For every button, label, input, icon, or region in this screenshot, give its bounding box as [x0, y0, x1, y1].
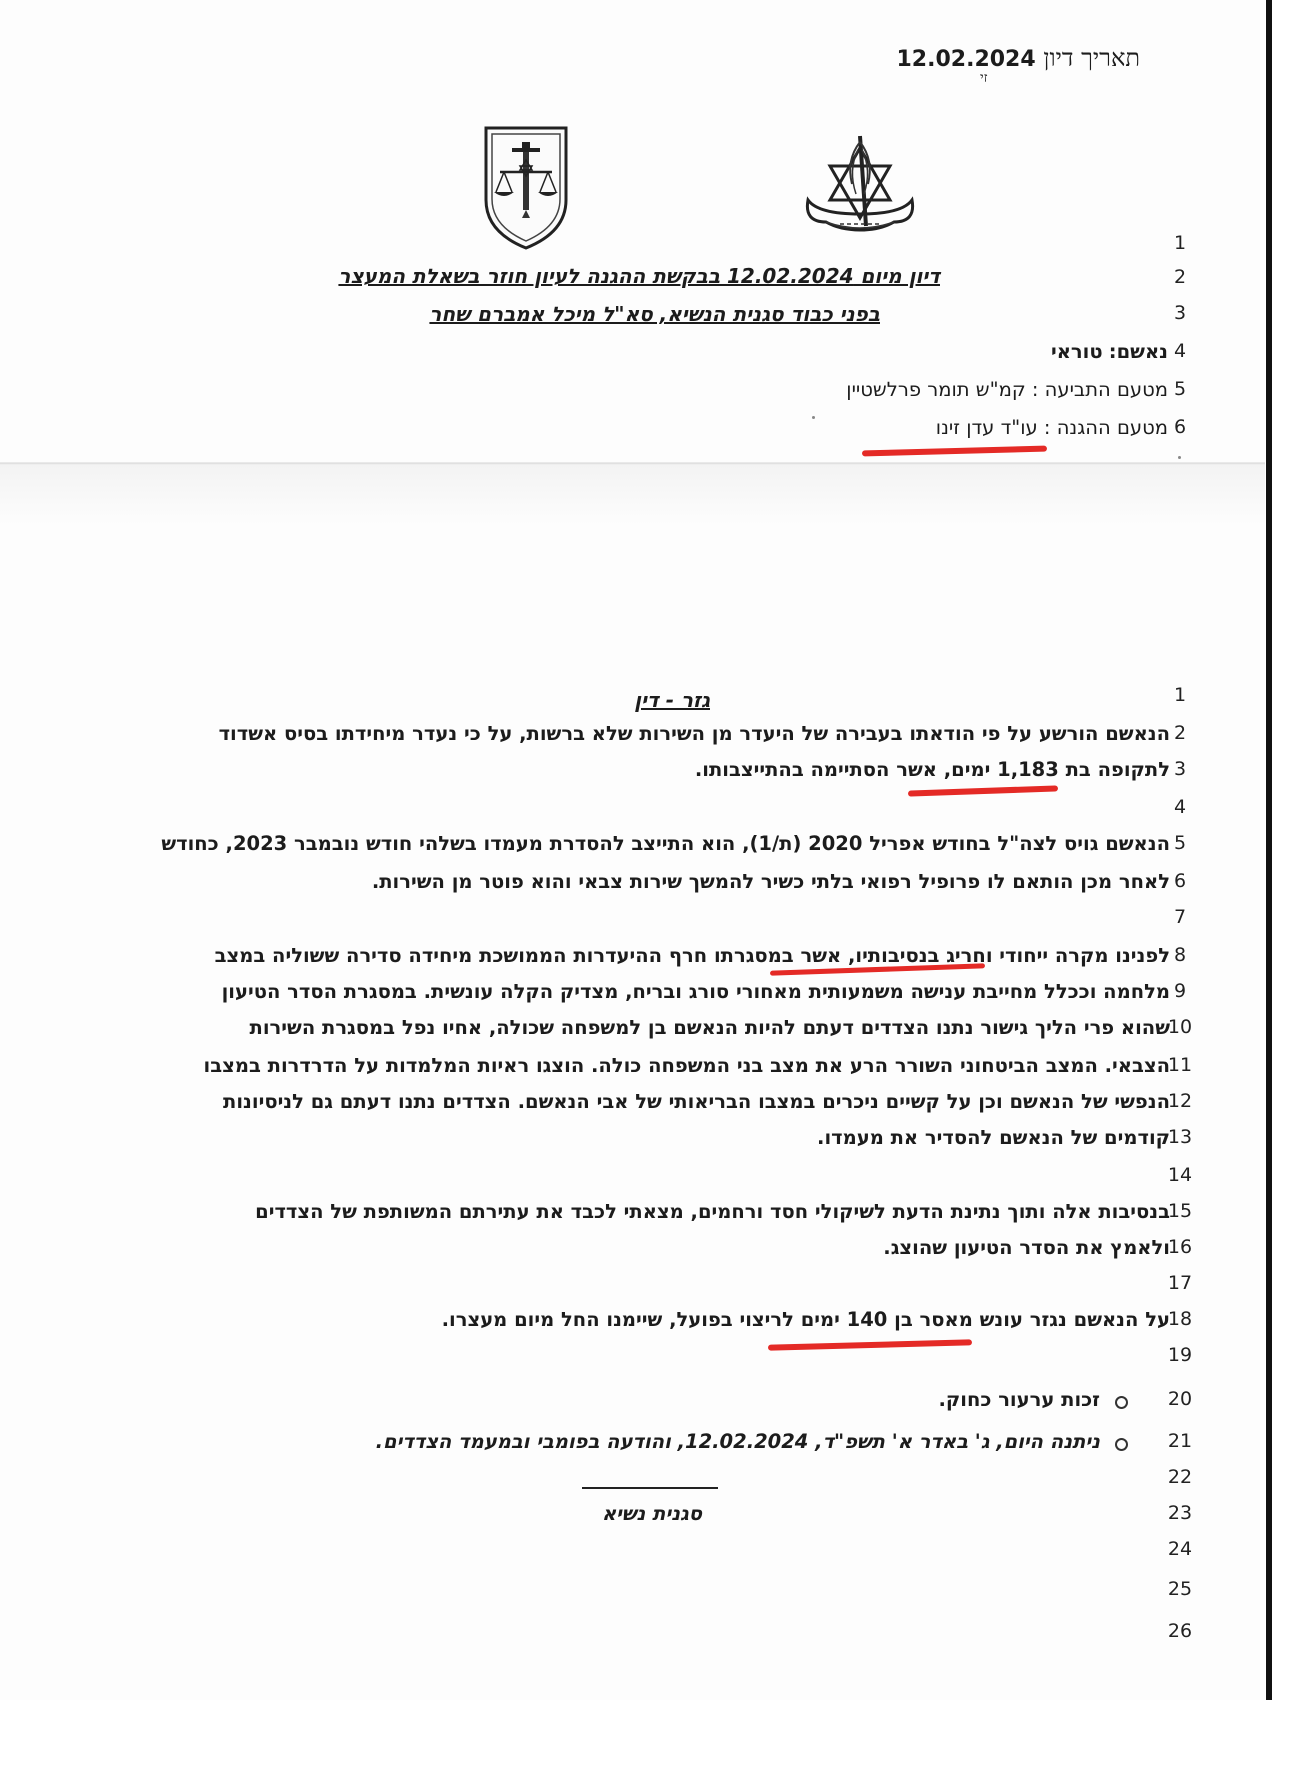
verdict-line-21: ניתנה היום, ג' באדר א' תשפ"ד, 12.02.2024, והודעה בפומבי ובמעמד הצדדים.	[375, 1430, 1100, 1453]
line-number: 12	[1167, 1090, 1193, 1112]
hearing-date	[897, 44, 1141, 73]
page-gap	[0, 465, 1265, 525]
line-number: 14	[1167, 1164, 1193, 1186]
hearing-date-label: תאריך דיון	[1043, 44, 1140, 72]
signature-line	[582, 1487, 718, 1489]
idf-emblem	[800, 130, 920, 248]
line-number: 25	[1167, 1578, 1193, 1600]
line-number: 4	[1173, 340, 1187, 362]
verdict-line-3: לתקופה בת 1,183 ימים, אשר הסתיימה בהתייצבותו.	[694, 758, 1170, 781]
line-number: 4	[1173, 796, 1187, 818]
hearing-date-value: 12.02.2024	[896, 47, 1036, 72]
verdict-line-6: לאחר מכן הותאם לו פרופיל רפואי בלתי כשיר להמשך שירות צבאי והוא פוטר מן השירות.	[371, 870, 1170, 893]
line-number: 2	[1173, 722, 1187, 744]
verdict-line-9: מלחמה וככלל מחייבת ענישה משמעותית מאחורי סורג ובריח, מצדיק הקלה עונשית. במסגרת הסדר הטיעון	[221, 980, 1170, 1003]
signature-title: סגנית נשיא	[601, 1502, 702, 1525]
verdict-title: גזר - דין	[634, 688, 710, 712]
line-number: 8	[1173, 944, 1187, 966]
verdict-line-18: על הנאשם נגזר עונש מאסר בן 140 ימים לריצוי בפועל, שיימנו החל מיום מעצרו.	[441, 1308, 1170, 1331]
defense-label: מטעם ההגנה :	[1043, 416, 1168, 439]
prosecution-value: קמ"ש תומר פרלשטיין	[846, 378, 1026, 401]
hearing-title: דיון מיום 12.02.2024 בבקשת ההגנה לעיון חוזר בשאלת המעצר	[338, 264, 940, 288]
line-number: 2	[1173, 266, 1187, 288]
prosecution-line	[846, 378, 1168, 401]
line-number: 3	[1173, 302, 1187, 324]
line-number: 5	[1173, 832, 1187, 854]
verdict-line-5: הנאשם גויס לצה"ל בחודש אפריל 2020 (ת/1), הוא התייצב להסדרת מעמדו בשלהי חודש נובמבר 2023, כחודש	[161, 832, 1170, 855]
verdict-line-8: לפנינו מקרה ייחודי וחריג בנסיבותיו, אשר במסגרתו חרף ההיעדרות הממושכת מיחידה סדירה ששוליה במצב	[214, 944, 1170, 967]
verdict-line-15: בנסיבות אלה ותוך נתינת הדעת לשיקולי חסד ורחמים, מצאתי לכבד את עתירתם המשותפת של הצדדים	[255, 1200, 1170, 1223]
line-number: 19	[1167, 1344, 1193, 1366]
line-number: 5	[1173, 378, 1187, 400]
verdict-line-12: הנפשי של הנאשם וכן על קשיים ניכרים במצבו הבריאותי של אבי הנאשם. הצדדים נתנו דעתם גם לניסיונות	[223, 1090, 1170, 1113]
defense-value: עו"ד עדן זינו	[935, 416, 1038, 439]
line-number: 1	[1173, 232, 1187, 254]
defendant-line	[1051, 340, 1168, 363]
line-number: 13	[1167, 1126, 1193, 1148]
verdict-line-2: הנאשם הורשע על פי הודאתו בעבירה של היעדר מן השירות שלא ברשות, על כי נעדר מיחידתו בסיס אשדוד	[218, 722, 1170, 745]
line-number: 10	[1167, 1016, 1193, 1038]
verdict-line-11: הצבאי. המצב הביטחוני השורר הרע את מצב בני המשפחה כולה. הוצגו ראיות המלמדות על הדרדרות במצבו	[203, 1054, 1170, 1077]
verdict-line-13: קודמים של הנאשם להסדיר את מעמדו.	[817, 1126, 1170, 1149]
line-number: 23	[1167, 1502, 1193, 1524]
verdict-line-20: זכות ערעור כחוק.	[938, 1388, 1100, 1411]
bullet	[1115, 1396, 1128, 1409]
line-number: 6	[1173, 416, 1187, 438]
scan-speck	[1178, 456, 1181, 459]
line-number: 26	[1167, 1620, 1193, 1642]
line-number: 11	[1167, 1054, 1193, 1076]
line-number: 9	[1173, 980, 1187, 1002]
verdict-line-16: ולאמץ את הסדר הטיעון שהוצג.	[883, 1236, 1170, 1259]
line-number: 20	[1167, 1388, 1193, 1410]
line-number: 18	[1167, 1308, 1193, 1330]
line-number: 22	[1167, 1466, 1193, 1488]
line-number: 17	[1167, 1272, 1193, 1294]
defendant-label: נאשם:	[1108, 340, 1168, 363]
judge-line: בפני כבוד סגנית הנשיא, סא"ל מיכל אמברם שחר	[429, 302, 880, 326]
line-number: 1	[1173, 684, 1187, 706]
bullet	[1115, 1438, 1128, 1451]
line-number: 21	[1167, 1430, 1193, 1452]
line-number: 6	[1173, 870, 1187, 892]
page-edge	[1266, 0, 1272, 1700]
verdict-line-10: שהוא פרי הליך גישור נתנו הצדדים דעתם להיות הנאשם בן למשפחה שכולה, אחיו נפל במסגרת השירות	[249, 1016, 1170, 1039]
hand-mark: זי	[980, 70, 988, 86]
line-number: 7	[1173, 906, 1187, 928]
defendant-value: טוראי	[1050, 340, 1103, 363]
scan-speck	[812, 416, 815, 419]
military-court-emblem	[482, 124, 570, 252]
line-number: 24	[1167, 1538, 1193, 1560]
prosecution-label: מטעם התביעה :	[1031, 378, 1168, 401]
defense-line	[936, 416, 1168, 439]
line-number: 16	[1167, 1236, 1193, 1258]
line-number: 3	[1173, 758, 1187, 780]
line-number: 15	[1167, 1200, 1193, 1222]
